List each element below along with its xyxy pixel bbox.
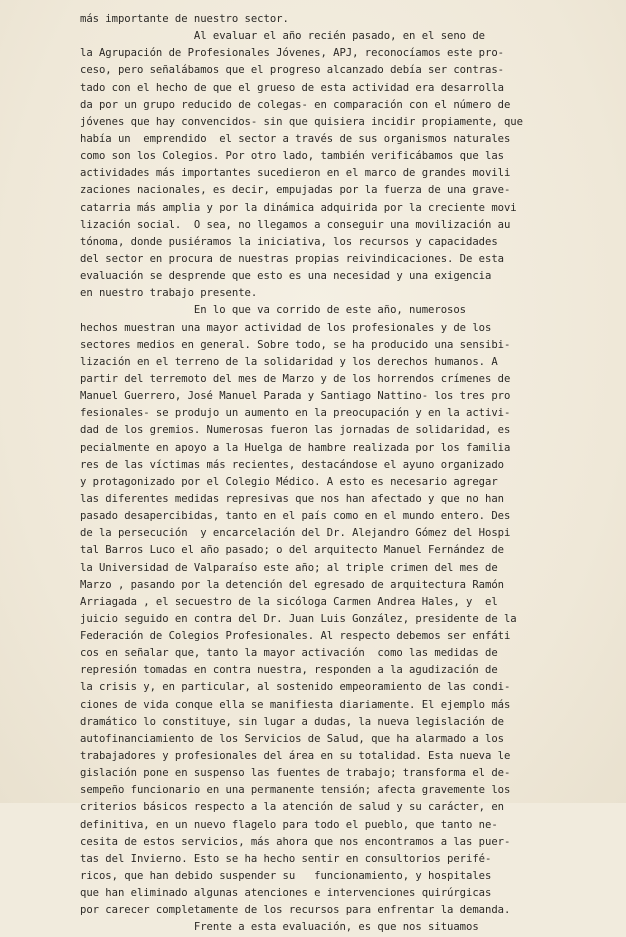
text-line: y protagonizado por el Colegio Médico. A esto es necesario agregar — [80, 475, 498, 488]
text-line: la Universidad de Valparaíso este año; al triple crimen del mes de — [80, 561, 498, 574]
text-line: tal Barros Luco el año pasado; o del arquitecto Manuel Fernández de — [80, 544, 504, 557]
text-line: como son los Colegios. Por otro lado, también verificábamos que las — [80, 150, 504, 163]
text-line: actividades más importantes sucedieron en el marco de grandes movili — [80, 167, 511, 180]
text-line: pasado desapercibidas, tanto en el país como en el mundo entero. Des — [80, 510, 511, 523]
body-text — [80, 11, 606, 937]
text-line: tas del Invierno. Esto se ha hecho sentir en consultorios perifé- — [80, 852, 492, 865]
text-line: fesionales- se produjo un aumento en la preocupación y en la activi- — [80, 407, 511, 420]
text-line: tónoma, donde pusiéramos la iniciativa, los recursos y capacidades — [80, 235, 498, 248]
text-line: dramático lo constituye, sin lugar a dudas, la nueva legislación de — [80, 715, 504, 728]
text-line: dad de los gremios. Numerosas fueron las jornadas de solidaridad, es — [80, 424, 511, 437]
text-line: de la persecución y encarcelación del Dr. Alejandro Gómez del Hospi — [80, 527, 511, 540]
text-line: jóvenes que hay convencidos- sin que quisiera incidir propiamente, que — [80, 115, 523, 128]
text-line: hechos muestran una mayor actividad de los profesionales y de los — [80, 321, 492, 334]
text-line: definitiva, en un nuevo flagelo para todo el pueblo, que tanto ne- — [80, 818, 498, 831]
text-line: sectores medios en general. Sobre todo, se ha producido una sensibi- — [80, 338, 511, 351]
text-line: cesita de estos servicios, más ahora que nos encontramos a las puer- — [80, 835, 511, 848]
text-line: ricos, que han debido suspender su funcionamiento, y hospitales — [80, 870, 492, 883]
text-line: Marzo , pasando por la detención del egresado de arquitectura Ramón — [80, 578, 504, 591]
text-line: ceso, pero señalábamos que el progreso alcanzado debía ser contras- — [80, 64, 504, 77]
text-line: trabajadores y profesionales del área en su totalidad. Esta nueva le — [80, 750, 511, 763]
text-line: Al evaluar el año recién pasado, en el seno de — [80, 30, 485, 43]
text-line: más importante de nuestro sector. — [80, 13, 289, 25]
text-line: lización en el terreno de la solidaridad y los derechos humanos. A — [80, 355, 498, 368]
text-line: que han eliminado algunas atenciones e intervenciones quirúrgicas — [80, 887, 492, 900]
text-line: Frente a esta evaluación, es que nos situamos — [80, 921, 479, 934]
text-line: tado con el hecho de que el grueso de esta actividad era desarrolla — [80, 81, 504, 94]
text-line: por carecer completamente de los recursos para enfrentar la demanda. — [80, 904, 511, 917]
text-line: represión tomadas en contra nuestra, responden a la agudización de — [80, 664, 498, 677]
text-line: Arriagada , el secuestro de la sicóloga Carmen Andrea Hales, y el — [80, 595, 498, 608]
text-line: Manuel Guerrero, José Manuel Parada y Santiago Nattino- los tres pro — [80, 390, 511, 403]
text-line: zaciones nacionales, es decir, empujadas por la fuerza de una grave- — [80, 184, 511, 197]
text-line: criterios básicos respecto a la atención de salud y su carácter, en — [80, 801, 504, 814]
text-line: la crisis y, en particular, al sostenido empeoramiento de las condi- — [80, 681, 511, 694]
text-line: había un emprendido el sector a través de sus organismos naturales — [80, 132, 511, 145]
text-line: sempeño funcionario en una permanente tensión; afecta gravemente los — [80, 784, 511, 797]
text-line: res de las víctimas más recientes, destacándose el ayuno organizado — [80, 458, 504, 471]
text-line: partir del terremoto del mes de Marzo y de los horrendos crímenes de — [80, 372, 511, 385]
text-line: ciones de vida conque ella se manifiesta diariamente. El ejemplo más — [80, 698, 511, 711]
text-line: juicio seguido en contra del Dr. Juan Luis González, presidente de la — [80, 612, 517, 625]
text-line: Federación de Colegios Profesionales. Al respecto debemos ser enfáti — [80, 630, 511, 643]
text-line: las diferentes medidas represivas que nos han afectado y que no han — [80, 492, 504, 505]
text-line: cos en señalar que, tanto la mayor activación como las medidas de — [80, 647, 498, 660]
text-line: lización social. O sea, no llegamos a conseguir una movilización au — [80, 218, 511, 231]
text-line: catarria más amplia y por la dinámica adquirida por la creciente movi — [80, 201, 517, 214]
text-line: En lo que va corrido de este año, numerosos — [80, 304, 467, 317]
text-line: gislación pone en suspenso las fuentes de trabajo; transforma el de- — [80, 767, 511, 780]
text-line: del sector en procura de nuestras propias reivindicaciones. De esta — [80, 252, 504, 265]
text-line: evaluación se desprende que esto es una necesidad y una exigencia — [80, 270, 492, 283]
text-line: da por un grupo reducido de colegas- en comparación con el número de — [80, 98, 511, 111]
text-line: la Agrupación de Profesionales Jóvenes, APJ, reconocíamos este pro- — [80, 47, 504, 60]
text-line: autofinanciamiento de los Servicios de Salud, que ha alarmado a los — [80, 732, 504, 745]
text-line: pecialmente en apoyo a la Huelga de hambre realizada por los familia — [80, 441, 511, 454]
text-line: en nuestro trabajo presente. — [80, 287, 258, 300]
